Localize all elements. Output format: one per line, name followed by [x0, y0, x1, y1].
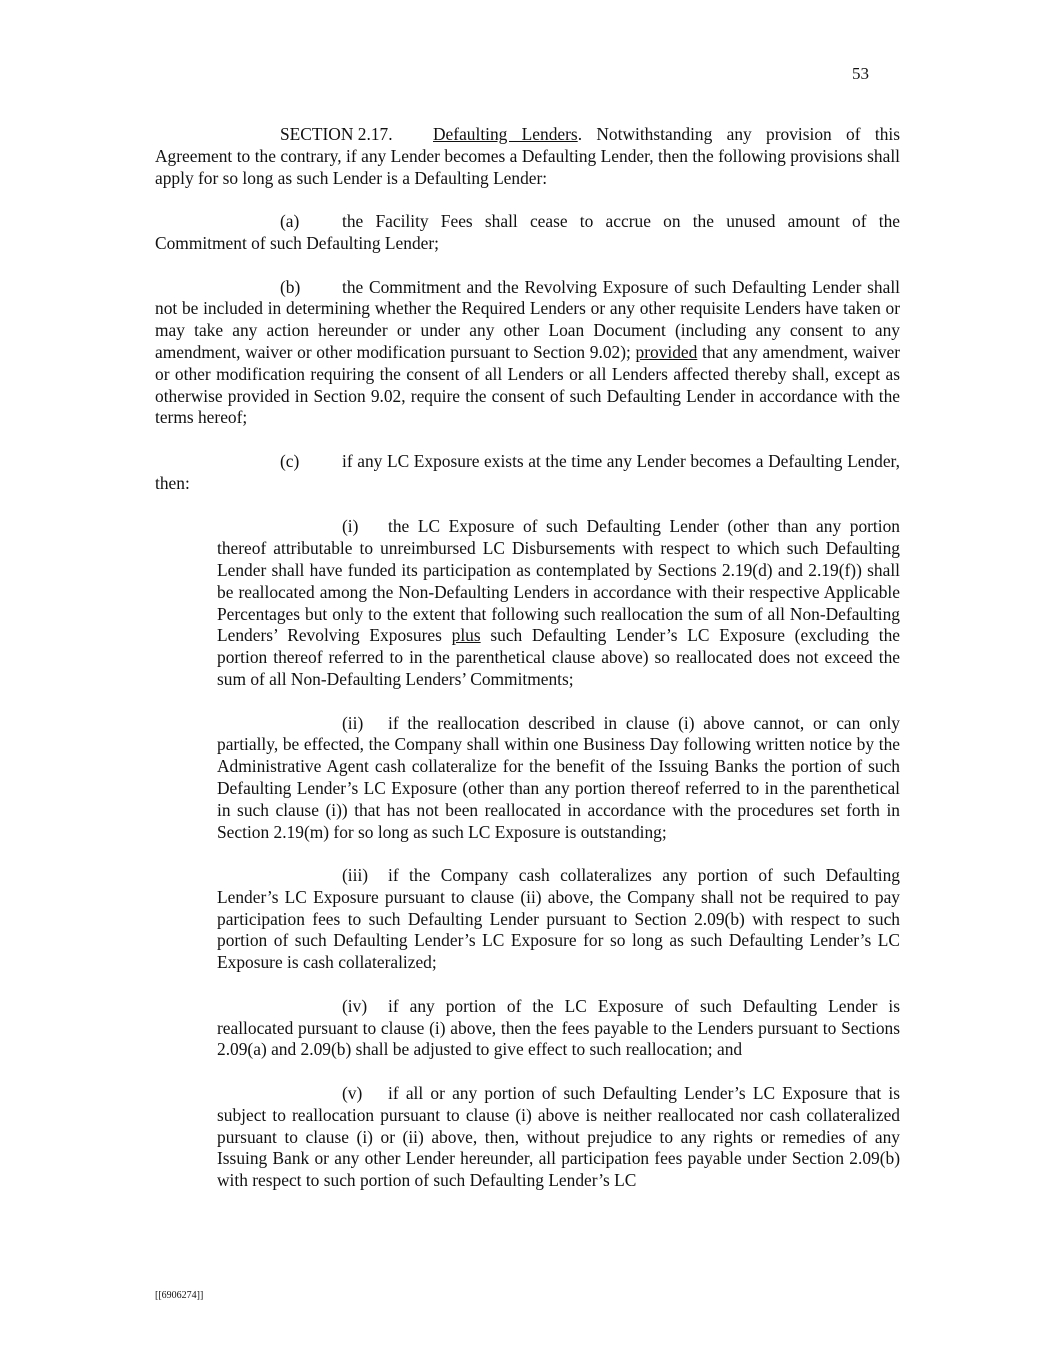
sub-clause-iii-marker: (iii): [342, 865, 369, 886]
sub-clause-i-text-before: the LC Exposure of such Defaulting Lender (other than any portion thereof attributable to unreimbursed LC Disbursements with respect to which such Defaulting Lender shall have funded its participation as contemplated by Sections 2.19(d) and 2.19(f)) shall be reallocated among the Non-Defaulting Lenders in accordance with their respective Applicable Percentages but only to the extent that following such reallocation the sum of all Non-Defaulting Lenders’ Revolving Exposures: [217, 516, 900, 646]
clause-c-marker: (c): [280, 450, 300, 471]
clause-a: [155, 211, 900, 255]
sub-clause-ii: [217, 713, 900, 844]
sub-clause-v-text: if all or any portion of such Defaulting Lender’s LC Exposure that is subject to reallocation pursuant to clause (i) above is neither reallocated nor cash collateralized pursuant to clause (i) or (ii) above, then, without prejudice to any rights or remedies of any Issuing Bank or any other Lender hereunder, all participation fees payable under Section 2.09(b) with respect to such portion of such Defaulting Lender’s LC: [217, 1083, 900, 1191]
clause-b-marker: (b): [280, 276, 301, 297]
sub-clause-v: [217, 1083, 900, 1192]
sub-clause-ii-marker: (ii): [342, 712, 364, 733]
sub-clause-ii-text: if the reallocation described in clause (i) above cannot, or can only partially, be effected, the Company shall within one Business Day following written notice by the Administrative Agent cash collateralize for the benefit of the Issuing Banks the portion of such Defaulting Lender’s LC Exposure (other than any portion thereof referred to in the parenthetical in such clause (i)) that has not been reallocated in accordance with the procedures set forth in Section 2.19(m) for so long as such LC Exposure is outstanding;: [217, 712, 900, 842]
clause-b-text-before: the Commitment and the Revolving Exposure of such Defaulting Lender shall not be included in determining whether the Required Lenders or any other requisite Lenders have taken or may take any action hereunder or under any other Loan Document (including any consent to any amendment, waiver or other modification pursuant to Section 9.02);: [155, 276, 900, 362]
clause-a-marker: (a): [280, 211, 300, 232]
clause-b-text-after: that any amendment, waiver or other modification requiring the consent of all Lenders or all Lenders affected thereby shall, except as otherwise provided in Section 9.02, require the consent of such Defaulting Lender in accordance with the terms hereof;: [155, 341, 901, 428]
clause-c: [155, 451, 900, 495]
sub-clause-iv-marker: (iv): [342, 995, 368, 1016]
clause-a-text: the Facility Fees shall cease to accrue on the unused amount of the Commitment of such Defaulting Lender;: [155, 211, 900, 253]
sub-clause-i-plus: plus: [451, 625, 481, 646]
section-intro: . Notwithstanding any provision of this Agreement to the contrary, if any Lender becomes a Defaulting Lender, then the following provisions shall apply for so long as such Lender is a Defaulting Lender:: [155, 124, 900, 188]
sub-clause-v-marker: (v): [342, 1083, 363, 1104]
sub-clause-iii: [217, 865, 900, 974]
sub-clause-iv: [217, 996, 900, 1061]
sub-clause-iii-text: if the Company cash collateralizes any portion of such Defaulting Lender’s LC Exposure pursuant to clause (ii) above, the Company shall not be required to pay participation fees to such Defaulting Lender pursuant to Section 2.09(b) with respect to such portion of such Defaulting Lender’s LC Exposure for so long as such Defaulting Lender’s LC Exposure is cash collateralized;: [217, 865, 900, 973]
document-id-footer: [[6906274]]: [155, 1290, 204, 1301]
sub-clause-i-text-after: such Defaulting Lender’s LC Exposure (excluding the portion thereof referred to in the parenthetical clause above) so reallocated does not exceed the sum of all Non-Defaulting Lenders’ Commitments;: [217, 625, 901, 689]
clause-b: [155, 277, 900, 430]
section-number: SECTION 2.17.: [280, 124, 393, 144]
section-heading-paragraph: [155, 124, 900, 189]
clause-b-provided: provided: [635, 341, 698, 362]
page-number: 53: [852, 64, 869, 83]
sub-clause-iv-text: if any portion of the LC Exposure of such Defaulting Lender is reallocated pursuant to clause (i) above, then the fees payable to the Lenders pursuant to Sections 2.09(a) and 2.09(b) shall be adjusted to give effect to such reallocation; and: [217, 995, 900, 1060]
sub-clause-i: [217, 516, 900, 690]
sub-clause-i-marker: (i): [342, 516, 359, 537]
document-body: [155, 124, 900, 1214]
clause-c-text: if any LC Exposure exists at the time any Lender becomes a Defaulting Lender, then:: [155, 450, 900, 493]
section-title: Defaulting Lenders: [433, 124, 578, 144]
